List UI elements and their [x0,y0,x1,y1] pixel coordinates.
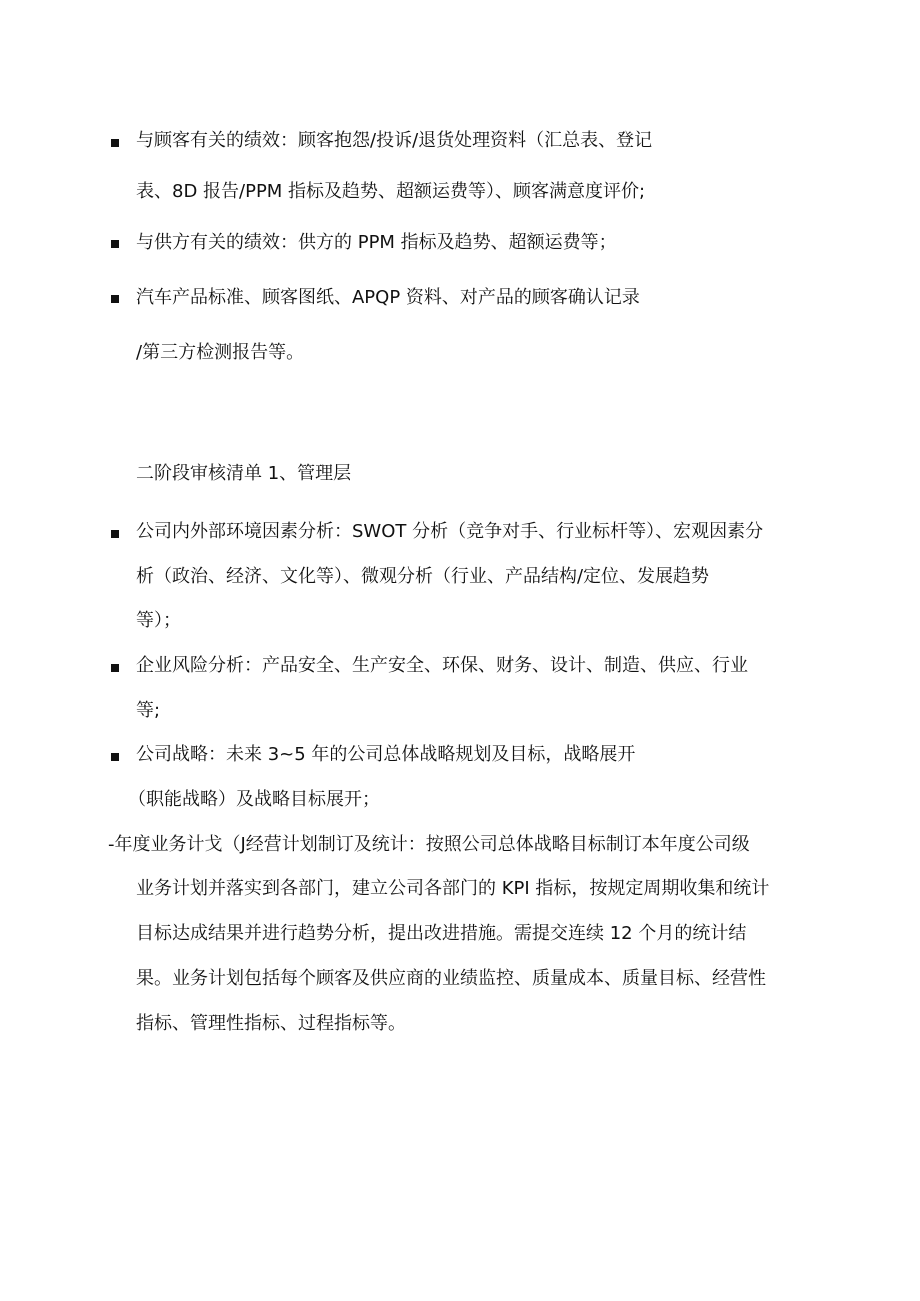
annual-plan-line-3: 目标达成结果并进行趋势分析，提出改进措施。需提交连续 12 个月的统计结 [136,923,747,944]
customer-performance-line-2: 表、8D 报告/PPM 指标及趋势、超额运费等）、顾客满意度评价; [136,181,646,202]
company-strategy-line-2: （职能战略）及战略目标展开； [128,789,380,810]
bullet-icon [111,530,119,538]
annual-plan-line-2: 业务计划并落实到各部门，建立公司各部门的 KPI 指标，按规定周期收集和统计 [136,878,770,899]
section-title: 二阶段审核清单 1、管理层 [136,463,352,484]
annual-plan-line-5: 指标、管理性指标、过程指标等。 [136,1013,406,1034]
bullet-icon [111,753,119,761]
risk-analysis-line-2: 等; [136,700,161,721]
supplier-performance-line-1: 与供方有关的绩效：供方的 PPM 指标及趋势、超额运费等； [136,232,617,253]
annual-plan-line-4: 果。业务计划包括每个顾客及供应商的业绩监控、质量成本、质量目标、经营性 [136,968,766,989]
annual-plan-line-1: -年度业务计戈（J经营计划制订及统计：按照公司总体战略目标制订本年度公司级 [108,834,750,855]
bullet-icon [111,664,119,672]
product-standards-line-2: /第三方检测报告等。 [136,342,305,363]
company-strategy-line-1: 公司战略：未来 3~5 年的公司总体战略规划及目标，战略展开 [136,744,636,765]
bullet-icon [111,295,119,303]
environment-analysis-line-3: 等）； [136,610,181,631]
product-standards-line-1: 汽车产品标准、顾客图纸、APQP 资料、对产品的顾客确认记录 [136,287,640,308]
bullet-icon [111,240,119,248]
environment-analysis-line-2: 析（政治、经济、文化等）、微观分析（行业、产品结构/定位、发展趋势 [136,566,710,587]
risk-analysis-line-1: 企业风险分析：产品安全、生产安全、环保、财务、设计、制造、供应、行业 [136,655,748,676]
environment-analysis-line-1: 公司内外部环境因素分析：SWOT 分析（竞争对手、行业标杆等）、宏观因素分 [136,521,764,542]
customer-performance-line-1: 与顾客有关的绩效：顾客抱怨/投诉/退货处理资料（汇总表、登记 [136,130,653,151]
bullet-icon [111,139,119,147]
